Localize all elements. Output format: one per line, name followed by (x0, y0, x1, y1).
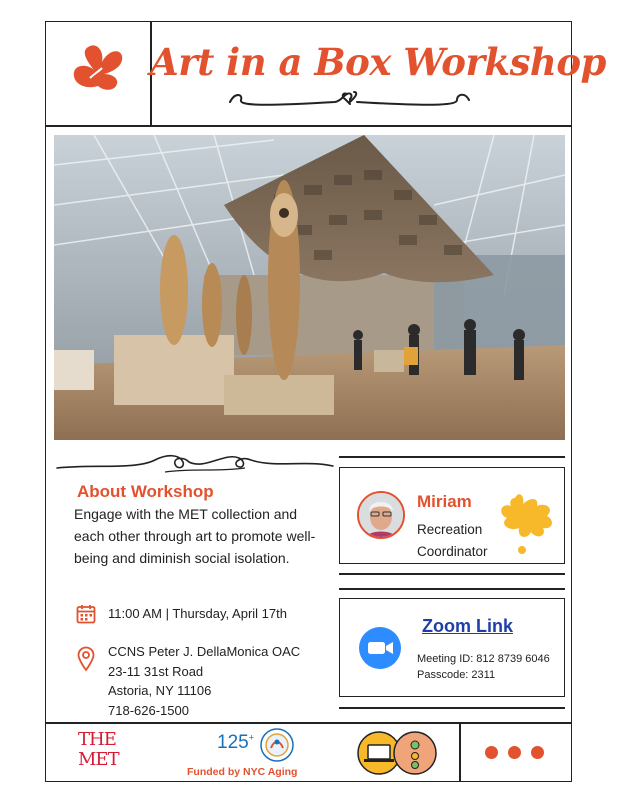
event-address (108, 642, 300, 720)
footer-divider (45, 722, 572, 724)
calendar-icon (76, 604, 96, 624)
address-line: CCNS Peter J. DellaMonica OAC (108, 644, 301, 659)
contact-box-bottom-rule (339, 573, 565, 575)
ccns-seal-logo (260, 728, 294, 762)
contact-box-top-rule (339, 456, 565, 458)
contact-name: Miriam (417, 492, 472, 511)
more-dot (485, 746, 498, 759)
footer-divider-right (459, 722, 461, 782)
wave-ornament-icon (55, 446, 335, 474)
people-network-icon (356, 730, 438, 776)
paint-splash-icon (495, 488, 559, 558)
zoom-camera-icon (359, 627, 401, 669)
anniversary-125-logo: 125+ (217, 732, 254, 753)
passcode: Passcode: 2311 (417, 669, 496, 681)
event-time: 11:00 AM | Thursday, April 17th (108, 606, 287, 621)
zoom-box-bottom-rule (339, 707, 565, 709)
funding-credit: Funded by NYC Aging (187, 766, 298, 778)
more-dot (508, 746, 521, 759)
about-description: Engage with the MET collection and each other through art to promote well-being and diminish social isolation. (74, 506, 316, 566)
zoom-link[interactable]: Zoom Link (422, 616, 513, 636)
zoom-box-top-rule (339, 588, 565, 590)
contact-role (417, 519, 488, 563)
location-pin-icon (77, 646, 95, 672)
avatar (357, 491, 405, 539)
address-line: Astoria, NY 11106 (108, 683, 212, 698)
museum-gallery-photo (54, 135, 565, 440)
butterfly-logo-icon (68, 38, 128, 98)
page-title: Art in a Box Workshop (150, 40, 606, 84)
meeting-id: Meeting ID: 812 8739 6046 (417, 653, 550, 665)
about-heading: About Workshop (77, 482, 214, 501)
contact-role-line: Recreation (417, 522, 483, 537)
meeting-details (417, 651, 550, 683)
phone-number: 718-626-1500 (108, 702, 189, 718)
met-logo: THE MET (78, 729, 119, 770)
contact-role-line: Coordinator (417, 544, 488, 559)
more-dot (531, 746, 544, 759)
header-divider (45, 125, 572, 127)
heart-underline-ornament (225, 86, 475, 110)
address-line: 23-11 31st Road (108, 663, 204, 679)
